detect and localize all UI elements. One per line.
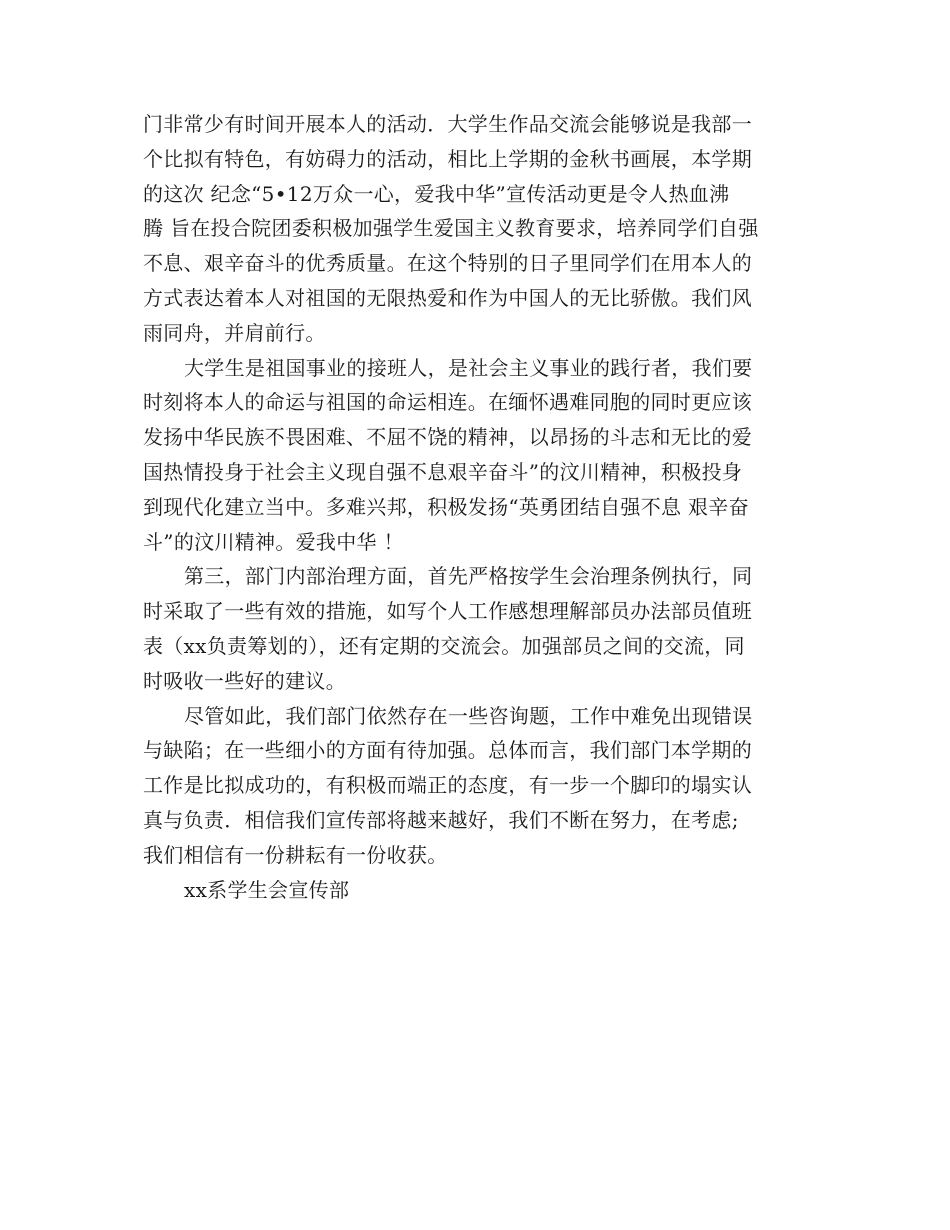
paragraph-first-line: 第三，部门内部治理方面，首先严格按学生会治理条例执行，同	[184, 564, 753, 589]
text-line: 真与负责．相信我们宣传部将越来越好，我们不断在努力，在考虑;	[143, 807, 739, 832]
text-line: 国热情投身于社会主义现自强不息艰辛奋斗”的汶川精神，积极投身	[143, 459, 743, 484]
text-line: 门非常少有时间开展本人的活动．大学生作品交流会能够说是我部一	[143, 112, 752, 136]
paragraph-first-line: 大学生是祖国事业的接班人，是社会主义事业的践行者，我们要	[184, 355, 753, 380]
text-line: 我们相信有一份耕耘有一份收获。	[143, 842, 448, 867]
text-line: 与缺陷；在一些细小的方面有待加强。总体而言，我们部门本学期的	[143, 738, 752, 763]
text-line: 表（xx负责筹划的），还有定期的交流会。加强部员之间的交流，同	[143, 633, 745, 658]
signature-line: xx系学生会宣传部	[184, 877, 350, 902]
text-line: 斗”的汶川精神。爱我中华 ！	[143, 529, 404, 554]
text-line: 时刻将本人的命运与祖国的命运相连。在缅怀遇难同胞的同时更应该	[143, 390, 752, 415]
text-line: 时吸收一些好的建议。	[143, 668, 346, 693]
text-line: 雨同舟，并肩前行。	[143, 320, 326, 345]
text-line: 腾 旨在投合院团委积极加强学生爱国主义教育要求，培养同学们自强	[143, 216, 759, 241]
text-line: 到现代化建立当中。多难兴邦，积极发扬“英勇团结自强不息 艰辛奋	[143, 494, 749, 519]
text-line: 不息、艰辛奋斗的优秀质量。在这个特别的日子里同学们在用本人的	[143, 251, 752, 276]
text-line: 工作是比拟成功的，有积极而端正的态度，有一步一个脚印的塌实认	[143, 773, 752, 798]
text-line: 的这次 纪念“5•12万众一心，爱我中华”宣传活动更是令人热血沸	[143, 181, 730, 206]
document-body	[143, 107, 823, 907]
text-line: 发扬中华民族不畏困难、不屈不饶的精神，以昂扬的斗志和无比的爱	[143, 425, 752, 450]
text-line: 个比拟有特色，有妨碍力的活动，相比上学期的金秋书画展，本学期	[143, 146, 752, 171]
text-line: 方式表达着本人对祖国的无限热爱和作为中国人的无比骄傲。我们风	[143, 285, 752, 310]
paragraph-first-line: 尽管如此，我们部门依然存在一些咨询题，工作中难免出现错误	[184, 703, 753, 728]
text-line: 时采取了一些有效的措施，如写个人工作感想理解部员办法部员值班	[143, 599, 752, 624]
